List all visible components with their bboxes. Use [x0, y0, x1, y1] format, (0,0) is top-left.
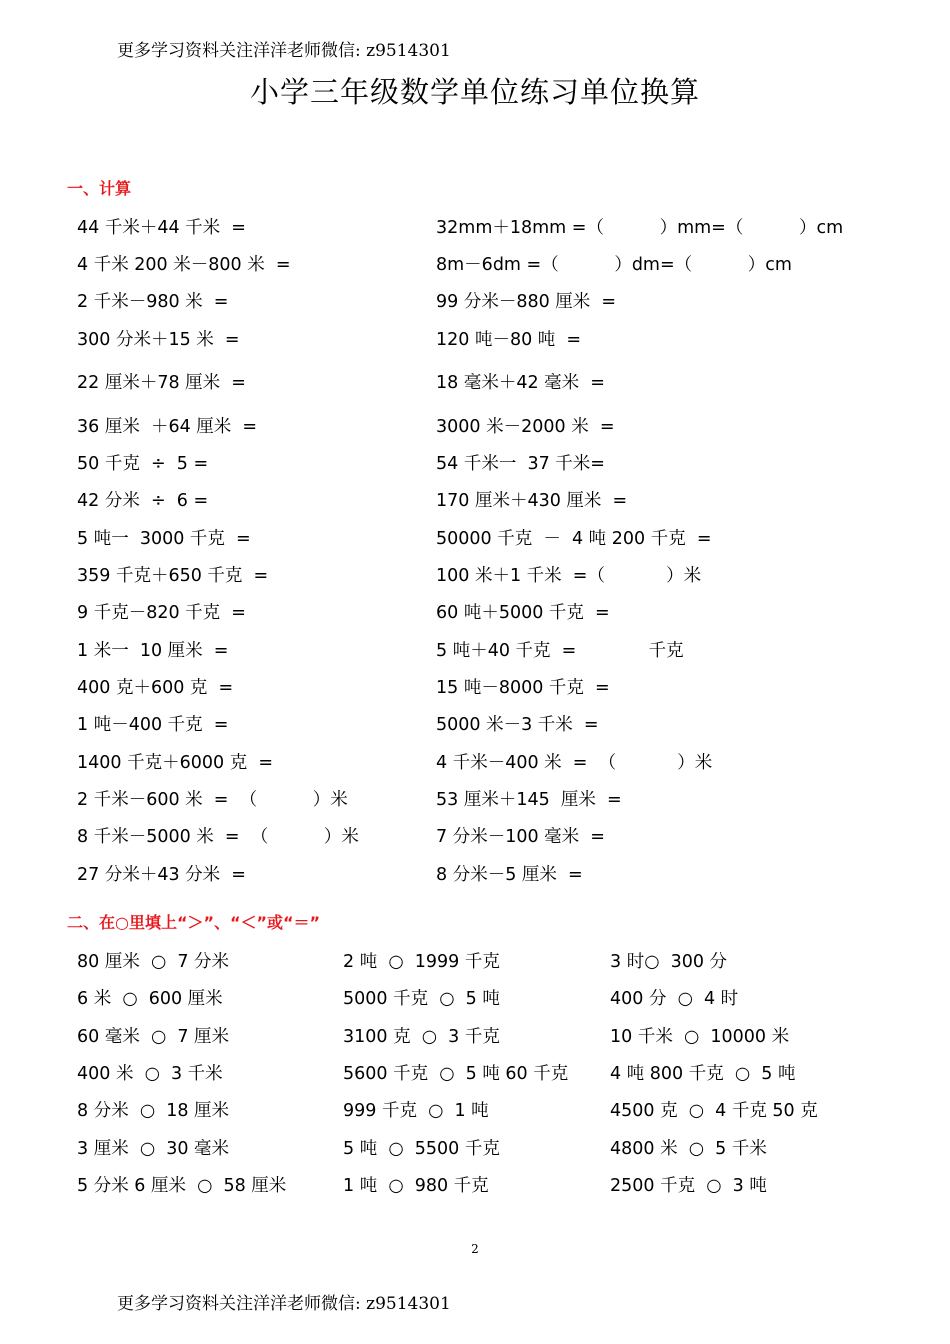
- calc-problem-left: 36 厘米 ＋64 厘米 =: [77, 417, 258, 437]
- footer-watermark-text: 更多学习资料关注洋洋老师微信: z9514301: [117, 1294, 451, 1314]
- calc-problem-right: 4 千米－400 米 = （ ）米: [436, 753, 713, 773]
- compare-problem-col3: 400 分 ○ 4 时: [610, 989, 739, 1009]
- compare-problem-col1: 8 分米 ○ 18 厘米: [77, 1101, 230, 1121]
- calc-problem-left: 42 分米 ÷ 6 =: [77, 491, 209, 511]
- calc-problem-left: 9 千克－820 千克 =: [77, 603, 246, 623]
- compare-problem-col2: 5000 千克 ○ 5 吨: [343, 989, 500, 1009]
- calc-problem-left: 27 分米＋43 分米 =: [77, 865, 246, 885]
- calc-problem-left: 22 厘米＋78 厘米 =: [77, 373, 246, 393]
- calc-problem-left: 2 千米－980 米 =: [77, 292, 229, 312]
- compare-problem-col1: 400 米 ○ 3 千米: [77, 1064, 223, 1084]
- calc-problem-right: 15 吨－8000 千克 =: [436, 678, 610, 698]
- compare-problem-col1: 3 厘米 ○ 30 毫米: [77, 1139, 230, 1159]
- calc-problem-left: 4 千米 200 米－800 米 =: [77, 255, 291, 275]
- calc-problem-left: 400 克＋600 克 =: [77, 678, 234, 698]
- calc-problem-right: 50000 千克 － 4 吨 200 千克 =: [436, 529, 712, 549]
- compare-problem-col2: 999 千克 ○ 1 吨: [343, 1101, 489, 1121]
- calc-problem-right: 8 分米－5 厘米 =: [436, 865, 583, 885]
- compare-problem-col3: 4800 米 ○ 5 千米: [610, 1139, 767, 1159]
- calc-problem-right: 99 分米－880 厘米 =: [436, 292, 617, 312]
- section-heading-calculation: 一、计算: [67, 179, 132, 198]
- compare-problem-col2: 2 吨 ○ 1999 千克: [343, 952, 500, 972]
- calc-problem-left: 1 米一 10 厘米 =: [77, 641, 229, 661]
- calc-problem-right: 5000 米－3 千米 =: [436, 715, 599, 735]
- calc-problem-right: 170 厘米＋430 厘米 =: [436, 491, 628, 511]
- calc-problem-left: 359 千克＋650 千克 =: [77, 566, 269, 586]
- calc-problem-right: 60 吨＋5000 千克 =: [436, 603, 610, 623]
- compare-problem-col3: 4 吨 800 千克 ○ 5 吨: [610, 1064, 796, 1084]
- calc-problem-left: 50 千克 ÷ 5 =: [77, 454, 209, 474]
- compare-problem-col1: 6 米 ○ 600 厘米: [77, 989, 223, 1009]
- calc-problem-right: 54 千米一 37 千米=: [436, 454, 605, 474]
- calc-problem-right: 7 分米－100 毫米 =: [436, 827, 605, 847]
- calc-problem-right: 100 米＋1 千米 =（ ）米: [436, 566, 702, 586]
- section-heading-compare: 二、在○里填上“＞”、“＜”或“＝”: [67, 913, 321, 932]
- compare-problem-col1: 5 分米 6 厘米 ○ 58 厘米: [77, 1176, 287, 1196]
- compare-problem-col2: 5600 千克 ○ 5 吨 60 千克: [343, 1064, 569, 1084]
- calc-problem-left: 44 千米＋44 千米 =: [77, 218, 246, 238]
- calc-problem-left: 1400 千克＋6000 克 =: [77, 753, 273, 773]
- compare-problem-col2: 5 吨 ○ 5500 千克: [343, 1139, 500, 1159]
- calc-problem-right: 3000 米－2000 米 =: [436, 417, 615, 437]
- page-title: 小学三年级数学单位练习单位换算: [249, 75, 700, 109]
- calc-problem-right: 18 毫米＋42 毫米 =: [436, 373, 605, 393]
- calc-problem-left: 300 分米＋15 米 =: [77, 330, 240, 350]
- compare-problem-col2: 1 吨 ○ 980 千克: [343, 1176, 489, 1196]
- calc-problem-left: 8 千米－5000 米 = （ ）米: [77, 827, 359, 847]
- compare-problem-col3: 10 千米 ○ 10000 米: [610, 1027, 790, 1047]
- calc-problem-left: 5 吨一 3000 千克 =: [77, 529, 251, 549]
- page-number: 2: [471, 1242, 479, 1256]
- compare-problem-col3: 3 时○ 300 分: [610, 952, 728, 972]
- header-watermark-text: 更多学习资料关注洋洋老师微信: z9514301: [117, 41, 451, 61]
- compare-problem-col3: 2500 千克 ○ 3 吨: [610, 1176, 767, 1196]
- compare-problem-col2: 3100 克 ○ 3 千克: [343, 1027, 500, 1047]
- calc-problem-left: 2 千米－600 米 = （ ）米: [77, 790, 348, 810]
- calc-problem-left: 1 吨－400 千克 =: [77, 715, 229, 735]
- calc-problem-right: 120 吨－80 吨 =: [436, 330, 582, 350]
- calc-problem-right: 53 厘米＋145 厘米 =: [436, 790, 622, 810]
- compare-problem-col1: 60 毫米 ○ 7 厘米: [77, 1027, 230, 1047]
- calc-problem-right: 32mm＋18mm =（ ）mm=（ ）cm: [436, 218, 844, 238]
- calc-problem-right: 5 吨＋40 千克 = 千克: [436, 641, 684, 661]
- compare-problem-col1: 80 厘米 ○ 7 分米: [77, 952, 230, 972]
- calc-problem-right: 8m－6dm =（ ）dm=（ ）cm: [436, 255, 792, 275]
- compare-problem-col3: 4500 克 ○ 4 千克 50 克: [610, 1101, 818, 1121]
